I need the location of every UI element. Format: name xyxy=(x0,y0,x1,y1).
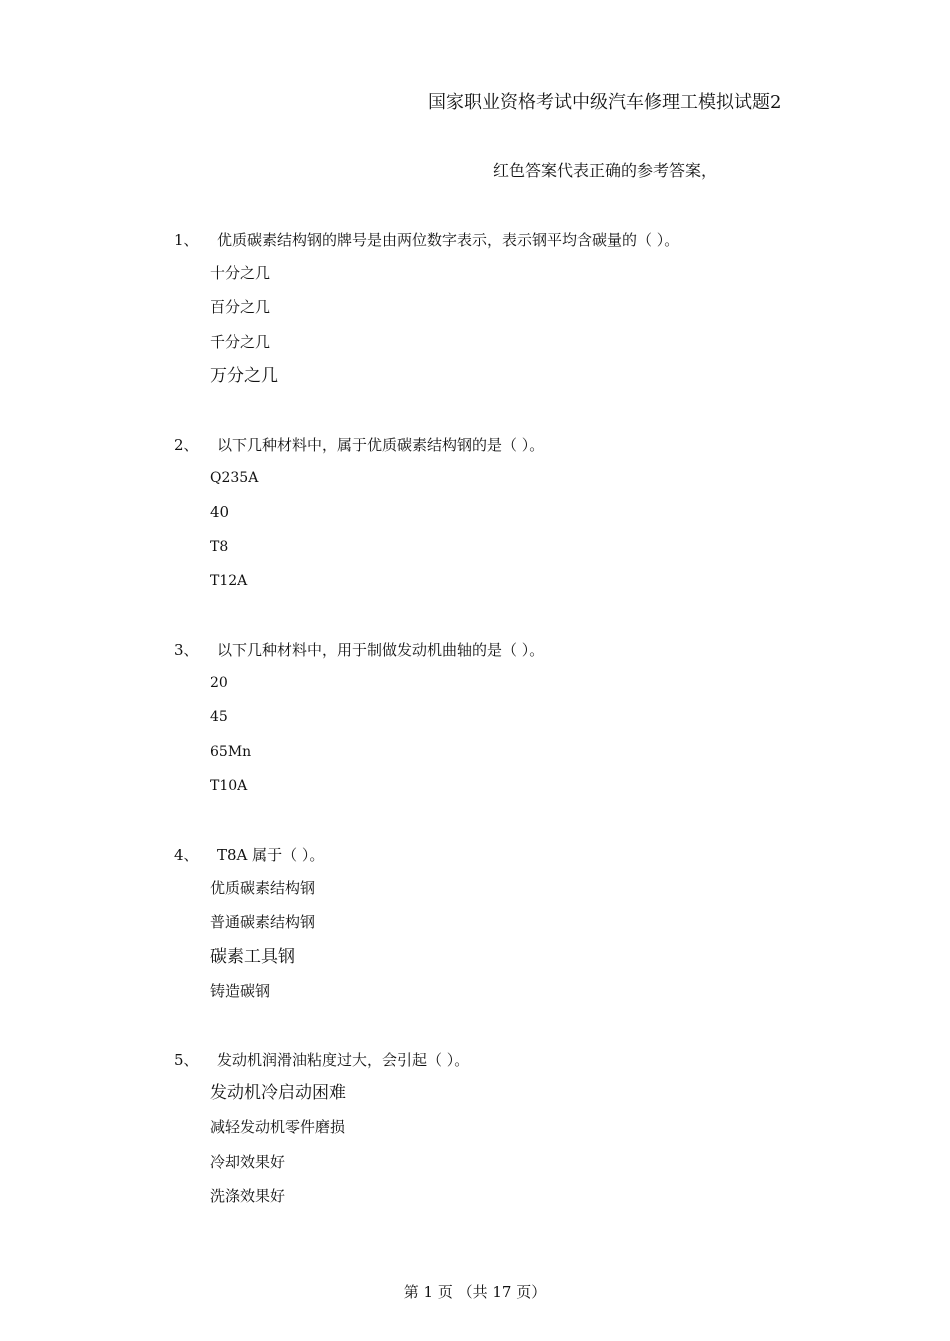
option-c: 65Mn xyxy=(210,743,252,760)
option-list xyxy=(0,1081,950,1218)
document-title: 国家职业资格考试中级汽车修理工模拟试题2 xyxy=(428,92,782,113)
question-3 xyxy=(0,639,950,808)
option-c: 千分之几 xyxy=(210,332,271,351)
option-d: T12A xyxy=(210,572,248,589)
option-list xyxy=(0,261,950,398)
option-a: Q235A xyxy=(210,470,259,486)
question-text: 以下几种材料中，属于优质碳素结构钢的是（ ）。 xyxy=(217,436,545,454)
option-list xyxy=(0,466,950,603)
question-stem xyxy=(0,1049,950,1073)
page-number: 第 1 页 （共 17 页） xyxy=(403,1283,547,1301)
question-number: 4、 xyxy=(174,846,199,864)
question-5 xyxy=(0,1049,950,1218)
question-text: 发动机润滑油粘度过大，会引起（ ）。 xyxy=(217,1051,470,1069)
question-text: 优质碳素结构钢的牌号是由两位数字表示，表示钢平均含碳量的（ ）。 xyxy=(217,231,680,249)
question-number: 2、 xyxy=(174,436,199,454)
question-2 xyxy=(0,434,950,603)
option-b: 百分之几 xyxy=(210,298,271,317)
option-b: 45 xyxy=(210,709,228,726)
question-text: 以下几种材料中，用于制做发动机曲轴的是（ ）。 xyxy=(217,641,545,659)
option-a: 20 xyxy=(210,675,228,691)
question-stem xyxy=(0,229,950,253)
option-list xyxy=(0,671,950,808)
option-c: T8 xyxy=(210,538,229,555)
document-subtitle: 红色答案代表正确的参考答案， xyxy=(493,161,718,180)
question-stem xyxy=(0,434,950,458)
option-c: 冷却效果好 xyxy=(210,1152,286,1171)
option-b: 普通碳素结构钢 xyxy=(210,913,316,932)
question-stem xyxy=(0,639,950,663)
option-d: 洗涤效果好 xyxy=(210,1186,286,1205)
question-1 xyxy=(0,229,950,398)
option-list xyxy=(0,876,950,1013)
question-number: 5、 xyxy=(174,1051,199,1069)
question-4 xyxy=(0,844,950,1013)
option-d: T10A xyxy=(210,777,248,794)
option-d: 万分之几 xyxy=(210,365,278,386)
option-d: 铸造碳钢 xyxy=(210,981,271,1000)
question-number: 1、 xyxy=(174,231,199,249)
option-b: 40 xyxy=(210,503,230,522)
option-c: 碳素工具钢 xyxy=(210,946,295,967)
option-b: 减轻发动机零件磨损 xyxy=(210,1118,346,1137)
question-text: T8A 属于（ ）。 xyxy=(217,846,325,864)
question-number: 3、 xyxy=(174,641,199,659)
question-stem xyxy=(0,844,950,868)
option-a: 发动机冷启动困难 xyxy=(210,1083,346,1103)
option-a: 十分之几 xyxy=(210,264,271,282)
option-a: 优质碳素结构钢 xyxy=(210,879,316,897)
